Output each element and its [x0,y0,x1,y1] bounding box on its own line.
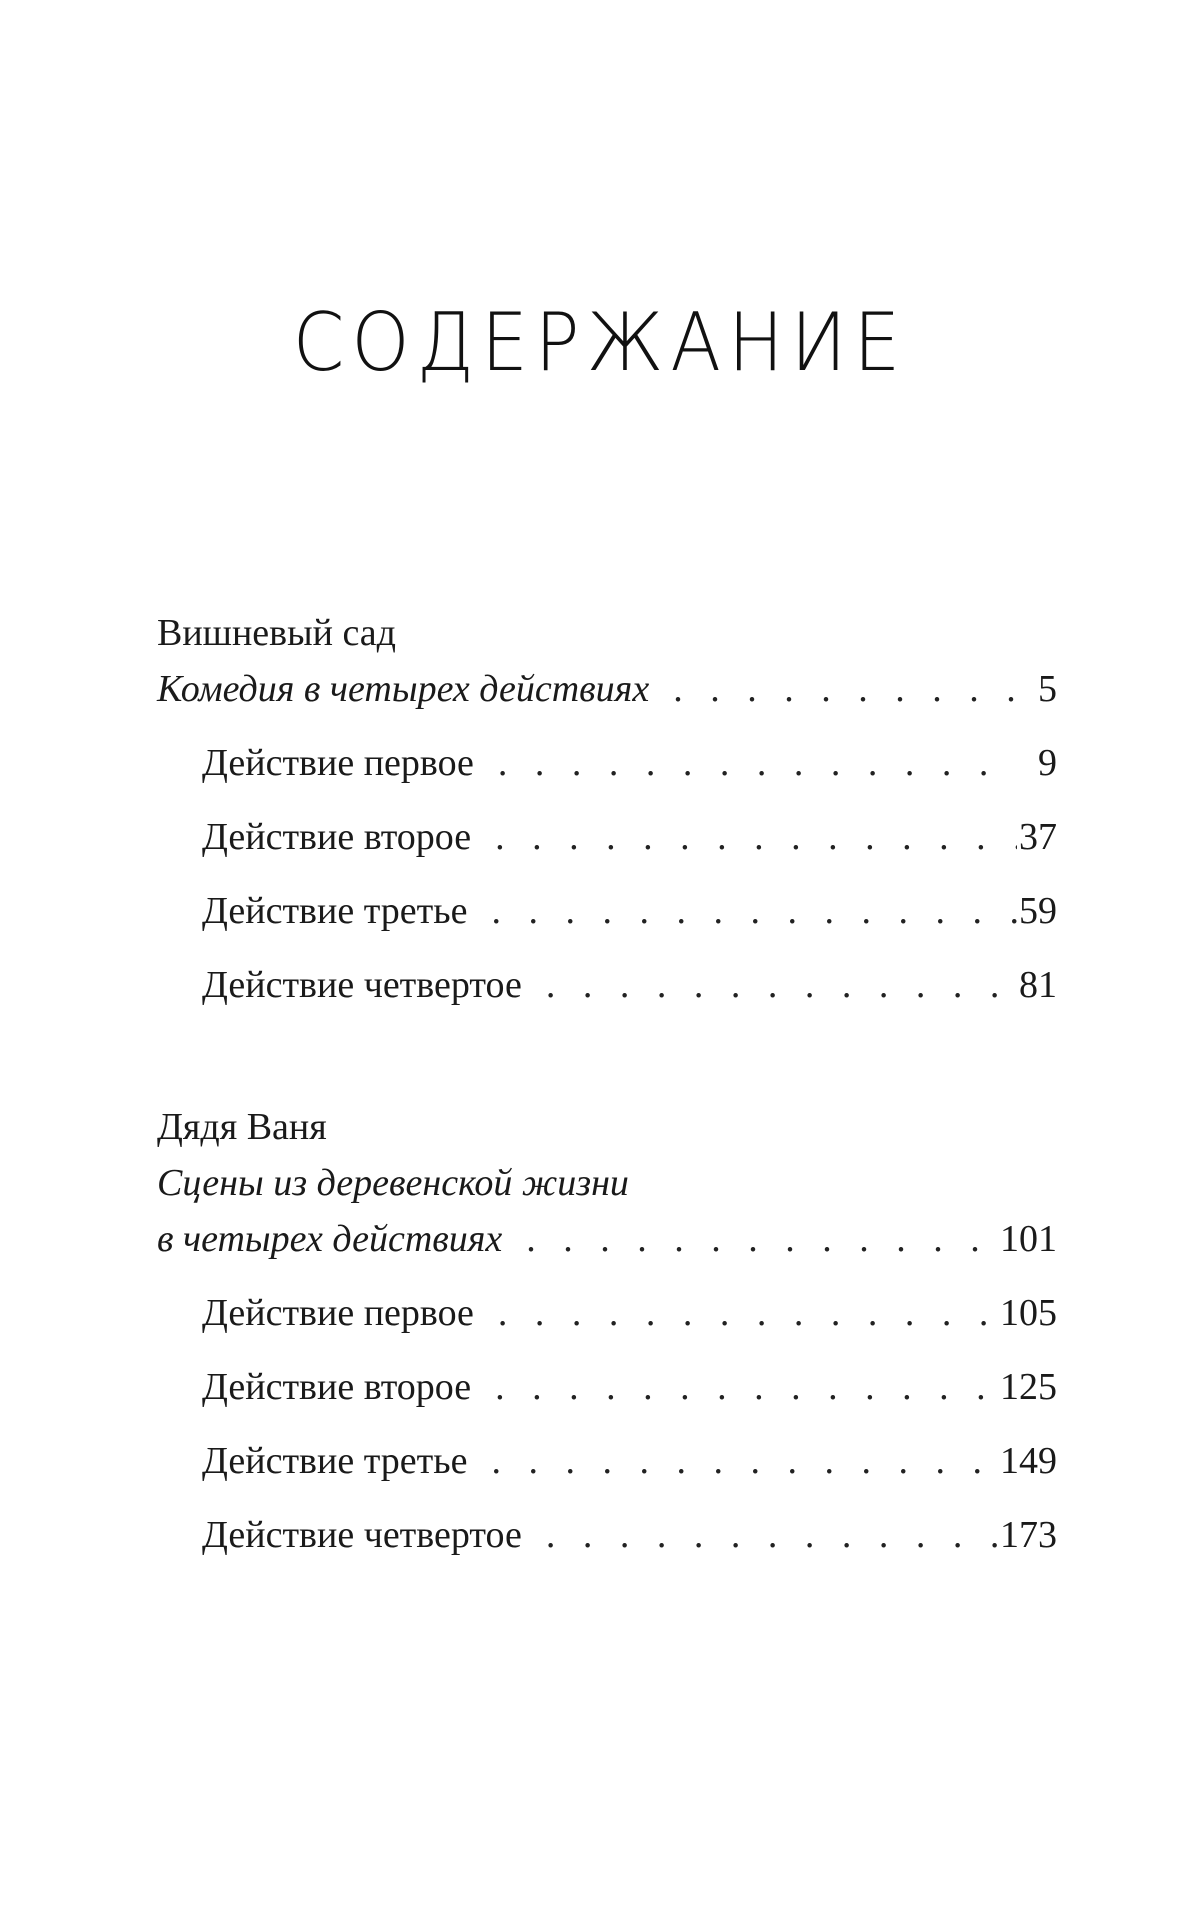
entry-label: Действие первое [202,742,474,784]
dot-leader [522,957,1017,1013]
toc-entry-act[interactable] [157,957,1057,1013]
entry-label: Действие второе [202,1366,472,1408]
toc-entry-act[interactable] [157,1285,1057,1341]
dot-leader [522,1507,1000,1563]
dot-leader [474,735,1017,791]
page-number: 101 [1000,1218,1057,1260]
entry-label: Действие второе [202,816,472,858]
work-subtitle-line: Сцены из деревенской жизни [157,1162,629,1204]
entry-label: Действие первое [202,1292,474,1334]
entry-label: Действие четвертое [202,1514,522,1556]
page-number: 173 [1000,1514,1057,1556]
page-number: 37 [1019,816,1057,858]
toc-entry-act[interactable] [157,809,1057,865]
entry-label: Действие четвертое [202,964,522,1006]
entry-label: Действие третье [202,1440,468,1482]
work-title: Вишневый сад [157,612,396,654]
table-of-contents [157,605,1057,1563]
page-number: 59 [1019,890,1057,932]
entry-label: в четырех действиях [157,1218,503,1260]
page-number: 125 [1000,1366,1057,1408]
dot-leader [467,1433,1000,1489]
page-number: 81 [1019,964,1057,1006]
toc-entry-subtitle[interactable] [157,661,1057,717]
dot-leader [649,661,1017,717]
toc-section-cherry-orchard [157,605,1057,1013]
work-title: Дядя Ваня [157,1106,327,1148]
toc-entry-act[interactable] [157,1359,1057,1415]
page-title: СОДЕРЖАНИЕ [292,296,908,390]
toc-entry-act[interactable] [157,1433,1057,1489]
dot-leader [471,809,1017,865]
dot-leader [474,1285,1000,1341]
entry-label: Комедия в четырех действиях [157,668,650,710]
page-number: 105 [1000,1292,1057,1334]
entry-label: Действие третье [202,890,468,932]
toc-entry-act[interactable] [157,1507,1057,1563]
dot-leader [467,883,1017,939]
toc-entry-act[interactable] [157,735,1057,791]
page-number: 9 [1038,742,1057,784]
toc-section-uncle-vanya [157,1099,1057,1563]
toc-entry-subtitle[interactable] [157,1211,1057,1267]
dot-leader [471,1359,1000,1415]
toc-entry-act[interactable] [157,883,1057,939]
page-number: 5 [1038,668,1057,710]
dot-leader [502,1211,1000,1267]
page-number: 149 [1000,1440,1057,1482]
